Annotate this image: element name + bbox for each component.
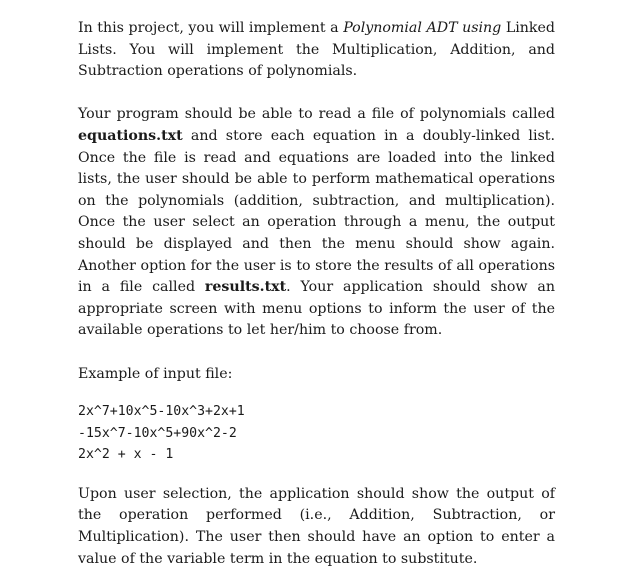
requirements-text-end: . Your application should show an appropriate screen with menu options to inform the user of the available operations to let her/him to choose from.	[78, 279, 555, 339]
output-filename: results.txt	[204, 279, 287, 296]
input-filename: equations.txt	[78, 127, 183, 144]
example-equation-2: -15x^7-10x^5+90x^2-2	[78, 425, 237, 441]
closing-paragraph: Upon user selection, the application should show the output of the operation performed (i.e., Addition, Subtraction, or Multiplication). The user then should have an option to enter a value of the variable term in the equation to substitute.	[78, 485, 555, 567]
intro-text-start: In this project, you will implement a	[78, 20, 344, 36]
requirements-text-middle: and store each equation in a doubly-linked list. Once the file is read and equations are loaded into the linked lists, the user should be able to perform mathematical operations on the polynomials (addition, subtraction, and multiplication). Once the user select an operation through a menu, the output should be displayed and then the menu should show again. Another option for the user is to store the results of all operations in a file called	[78, 127, 555, 296]
example-label: Example of input file:	[78, 365, 233, 382]
requirements-text-start: Your program should be able to read a file of polynomials called	[78, 106, 555, 123]
requirements-paragraph	[78, 104, 555, 342]
example-equation-1: 2x^7+10x^5-10x^3+2x+1	[78, 404, 245, 420]
intro-emphasis: Polynomial ADT using	[343, 20, 502, 36]
example-equation-3: 2x^2 + x - 1	[78, 447, 174, 463]
assignment-document	[78, 18, 555, 570]
intro-text-end: Linked Lists. You will implement the Multiplication, Addition, and Subtraction operations of polynomials.	[78, 20, 555, 80]
example-input-file	[78, 401, 555, 466]
intro-paragraph	[78, 18, 555, 83]
